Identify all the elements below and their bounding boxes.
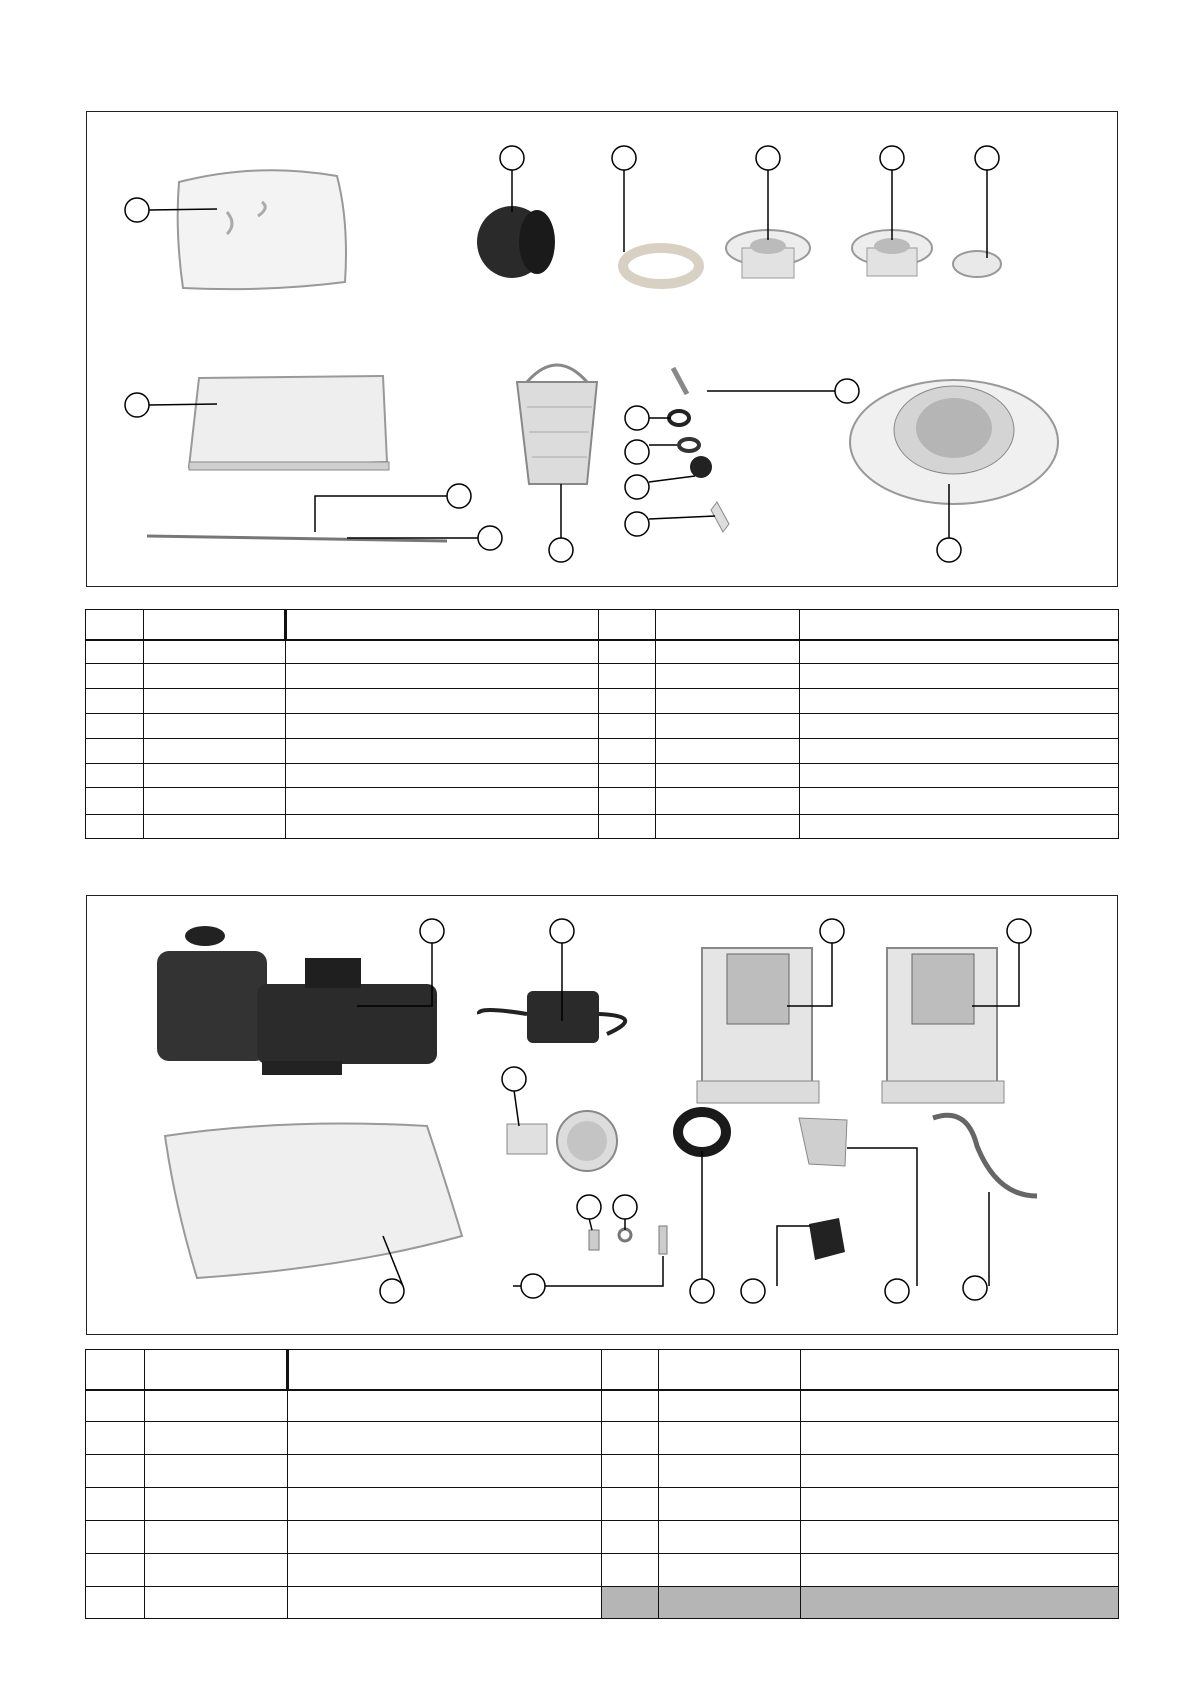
wall-anchor-image bbox=[711, 502, 729, 532]
table-row bbox=[86, 640, 1119, 664]
table-cell bbox=[145, 1455, 288, 1488]
table-cell bbox=[602, 1554, 659, 1587]
cap-image bbox=[690, 456, 712, 478]
table-cell bbox=[602, 1422, 659, 1455]
table-cell bbox=[86, 764, 144, 788]
parts-illustration-bottom bbox=[87, 896, 1119, 1336]
table-cell bbox=[86, 689, 144, 714]
table-cell bbox=[286, 739, 599, 764]
header-code-cell bbox=[659, 1350, 801, 1390]
header-code-cell bbox=[144, 610, 286, 640]
table-cell bbox=[145, 1488, 288, 1521]
table-cell bbox=[145, 1521, 288, 1554]
filter-cover-image bbox=[165, 1124, 462, 1278]
table-cell bbox=[144, 640, 286, 664]
table-cell bbox=[659, 1521, 801, 1554]
table-cell bbox=[602, 1488, 659, 1521]
table-cell bbox=[145, 1587, 288, 1619]
table-cell bbox=[801, 1521, 1119, 1554]
table-cell bbox=[288, 1422, 602, 1455]
table-cell bbox=[86, 664, 144, 689]
header-description-cell bbox=[286, 610, 599, 640]
table-cell bbox=[144, 739, 286, 764]
table-header-row bbox=[86, 610, 1119, 640]
table-cell bbox=[144, 689, 286, 714]
table-cell bbox=[659, 1488, 801, 1521]
header-description-cell bbox=[800, 610, 1119, 640]
table-cell bbox=[800, 739, 1119, 764]
table-cell bbox=[144, 764, 286, 788]
screw-image bbox=[659, 1226, 667, 1254]
table-row bbox=[86, 1488, 1119, 1521]
table-cell bbox=[659, 1455, 801, 1488]
skimmer-lid-image bbox=[178, 170, 346, 289]
header-description-cell bbox=[288, 1350, 602, 1390]
table-cell bbox=[656, 815, 800, 839]
table-cell bbox=[801, 1390, 1119, 1422]
table-row bbox=[86, 664, 1119, 689]
nut-image bbox=[619, 1229, 631, 1241]
sleeve-image bbox=[799, 1118, 847, 1166]
table-cell bbox=[286, 815, 599, 839]
table-cell bbox=[599, 815, 656, 839]
parts-table-bottom bbox=[85, 1349, 1119, 1619]
table-cell bbox=[288, 1488, 602, 1521]
parts-table-top bbox=[85, 609, 1119, 839]
header-description-cell bbox=[801, 1350, 1119, 1390]
table-cell bbox=[86, 739, 144, 764]
table-cell-blank bbox=[801, 1587, 1119, 1619]
transformer-image bbox=[479, 991, 625, 1043]
table-cell bbox=[656, 739, 800, 764]
parts-photo-panel-bottom bbox=[86, 895, 1118, 1335]
header-code-cell bbox=[145, 1350, 288, 1390]
table-cell bbox=[801, 1554, 1119, 1587]
table-cell bbox=[144, 664, 286, 689]
table-cell bbox=[656, 689, 800, 714]
header-ref-cell bbox=[86, 1350, 145, 1390]
table-cell bbox=[659, 1390, 801, 1422]
table-cell bbox=[656, 640, 800, 664]
table-cell bbox=[801, 1422, 1119, 1455]
table-row bbox=[86, 1455, 1119, 1488]
table-cell bbox=[86, 1587, 145, 1619]
table-cell-blank bbox=[602, 1587, 659, 1619]
screw-image bbox=[673, 368, 687, 394]
table-cell bbox=[86, 1390, 145, 1422]
table-cell bbox=[286, 714, 599, 739]
skimmer-basket-image bbox=[517, 365, 597, 484]
control-box-1-image bbox=[697, 948, 819, 1103]
table-cell bbox=[86, 714, 144, 739]
table-cell bbox=[800, 689, 1119, 714]
skimmer-panel-image bbox=[189, 376, 389, 470]
table-row bbox=[86, 1422, 1119, 1455]
table-cell bbox=[144, 788, 286, 815]
table-cell bbox=[86, 1521, 145, 1554]
table-cell bbox=[286, 664, 599, 689]
table-cell bbox=[656, 788, 800, 815]
table-cell bbox=[656, 764, 800, 788]
table-cell bbox=[659, 1422, 801, 1455]
seal-ring-image bbox=[678, 1112, 726, 1152]
table-cell bbox=[288, 1390, 602, 1422]
table-cell bbox=[145, 1554, 288, 1587]
table-cell bbox=[800, 714, 1119, 739]
table-cell bbox=[288, 1455, 602, 1488]
table-cell bbox=[659, 1554, 801, 1587]
electrical-plug-image bbox=[809, 1218, 845, 1260]
table-cell bbox=[599, 764, 656, 788]
table-cell bbox=[86, 1488, 145, 1521]
table-row bbox=[86, 764, 1119, 788]
table-row bbox=[86, 1521, 1119, 1554]
header-code-cell bbox=[656, 610, 800, 640]
table-cell bbox=[286, 764, 599, 788]
table-header-row bbox=[86, 1350, 1119, 1390]
table-cell bbox=[599, 664, 656, 689]
table-row bbox=[86, 714, 1119, 739]
table-cell bbox=[800, 664, 1119, 689]
hose-image bbox=[933, 1115, 1037, 1196]
table-cell bbox=[801, 1488, 1119, 1521]
pool-light-image bbox=[850, 380, 1058, 504]
table-cell bbox=[145, 1390, 288, 1422]
table-row bbox=[86, 1390, 1119, 1422]
table-row bbox=[86, 739, 1119, 764]
table-cell bbox=[599, 788, 656, 815]
header-ref-cell bbox=[86, 610, 144, 640]
table-cell bbox=[602, 1390, 659, 1422]
parts-photo-panel-top bbox=[86, 111, 1118, 587]
parts-illustration-top bbox=[87, 112, 1119, 588]
black-gasket-image bbox=[477, 206, 555, 278]
table-cell bbox=[602, 1455, 659, 1488]
table-cell bbox=[86, 815, 144, 839]
plug-image bbox=[953, 251, 1001, 277]
table-cell bbox=[801, 1455, 1119, 1488]
table-cell bbox=[86, 1422, 145, 1455]
table-cell bbox=[288, 1521, 602, 1554]
table-cell bbox=[286, 640, 599, 664]
table-cell bbox=[144, 815, 286, 839]
control-box-2-image bbox=[882, 948, 1004, 1103]
pump-image bbox=[157, 926, 437, 1075]
table-cell bbox=[800, 764, 1119, 788]
table-row bbox=[86, 1587, 1119, 1619]
table-cell bbox=[286, 788, 599, 815]
table-cell bbox=[144, 714, 286, 739]
table-cell bbox=[599, 739, 656, 764]
table-cell bbox=[288, 1587, 602, 1619]
table-cell bbox=[656, 664, 800, 689]
table-row bbox=[86, 788, 1119, 815]
table-row bbox=[86, 689, 1119, 714]
table-cell bbox=[86, 788, 144, 815]
table-cell bbox=[656, 714, 800, 739]
table-row bbox=[86, 1554, 1119, 1587]
table-cell-blank bbox=[659, 1587, 801, 1619]
table-cell bbox=[599, 689, 656, 714]
table-cell bbox=[599, 640, 656, 664]
washer-1-image bbox=[669, 411, 689, 425]
header-ref-cell bbox=[602, 1350, 659, 1390]
table-cell bbox=[145, 1422, 288, 1455]
table-cell bbox=[800, 815, 1119, 839]
table-row bbox=[86, 815, 1119, 839]
washer-2-image bbox=[679, 439, 699, 451]
table-cell bbox=[286, 689, 599, 714]
table-cell bbox=[800, 788, 1119, 815]
table-cell bbox=[86, 1554, 145, 1587]
table-cell bbox=[599, 714, 656, 739]
table-cell bbox=[288, 1554, 602, 1587]
header-ref-cell bbox=[599, 610, 656, 640]
table-cell bbox=[86, 1455, 145, 1488]
table-cell bbox=[602, 1521, 659, 1554]
table-cell bbox=[800, 640, 1119, 664]
bolt-image bbox=[589, 1230, 599, 1250]
inlet-fitting-image bbox=[507, 1111, 617, 1171]
table-cell bbox=[86, 640, 144, 664]
rubber-ring-image bbox=[623, 248, 699, 284]
